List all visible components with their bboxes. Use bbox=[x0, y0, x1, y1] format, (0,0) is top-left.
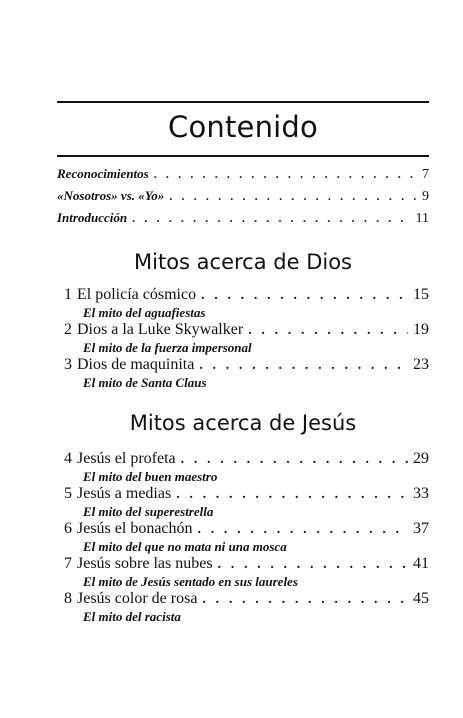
chapter-subtitle: El mito de Jesús sentado en sus laureles bbox=[83, 574, 298, 589]
chapter-subtitle: El mito del superestrella bbox=[83, 504, 214, 519]
toc-chapter-5[interactable] bbox=[64, 485, 429, 503]
section-heading-jesus: Mitos acerca de Jesús bbox=[129, 411, 357, 435]
chapter-title: El policía cósmico bbox=[77, 286, 197, 303]
chapter-number: 4 bbox=[64, 450, 72, 467]
leader-dots bbox=[154, 167, 417, 182]
toc-entry-label: Introducción bbox=[57, 210, 128, 225]
toc-entry-page: 9 bbox=[422, 189, 429, 204]
chapter-page: 33 bbox=[413, 485, 429, 502]
chapter-page: 19 bbox=[413, 321, 429, 338]
chapter-page: 37 bbox=[413, 520, 429, 537]
chapter-title: Jesús a medias bbox=[77, 485, 172, 502]
toc-entry-page: 11 bbox=[415, 211, 429, 226]
toc-chapter-6[interactable] bbox=[64, 520, 429, 538]
toc-entry-page: 7 bbox=[422, 167, 429, 182]
chapter-number: 2 bbox=[64, 321, 72, 338]
chapter-title: Jesús color de rosa bbox=[77, 590, 198, 607]
chapter-page: 41 bbox=[413, 555, 429, 572]
toc-entry-reconocimientos[interactable] bbox=[57, 166, 429, 183]
leader-dots bbox=[218, 557, 408, 573]
chapter-number: 6 bbox=[64, 520, 72, 537]
chapter-subtitle: El mito del aguafiestas bbox=[83, 305, 206, 320]
chapter-subtitle: El mito de Santa Claus bbox=[83, 375, 207, 390]
chapter-title: Dios de maquinita bbox=[77, 356, 195, 373]
leader-dots bbox=[132, 211, 410, 226]
toc-entry-label: Reconocimientos bbox=[57, 166, 149, 181]
toc-chapter-3[interactable] bbox=[64, 356, 429, 374]
chapter-page: 23 bbox=[413, 356, 429, 373]
chapter-subtitle: El mito del que no mata ni una mosca bbox=[83, 539, 287, 554]
chapter-title: Dios a la Luke Skywalker bbox=[77, 321, 244, 338]
toc-chapter-7[interactable] bbox=[64, 555, 429, 573]
chapter-page: 45 bbox=[413, 590, 429, 607]
chapter-page: 15 bbox=[413, 286, 429, 303]
chapter-number: 1 bbox=[64, 286, 72, 303]
leader-dots bbox=[248, 323, 408, 339]
toc-chapter-4[interactable] bbox=[64, 450, 429, 468]
leader-dots bbox=[181, 452, 408, 468]
chapter-subtitle: El mito de la fuerza impersonal bbox=[83, 340, 252, 355]
section-heading-dios: Mitos acerca de Dios bbox=[134, 250, 352, 274]
chapter-page: 29 bbox=[413, 450, 429, 467]
leader-dots bbox=[198, 522, 408, 538]
leader-dots bbox=[199, 358, 408, 374]
chapter-number: 7 bbox=[64, 555, 72, 572]
chapter-title: Jesús el bonachón bbox=[77, 520, 193, 537]
page-title: Contenido bbox=[168, 110, 318, 144]
title-underline-rule bbox=[57, 155, 429, 157]
toc-chapter-8[interactable] bbox=[64, 590, 429, 608]
toc-entry-label: «Nosotros» vs. «Yo» bbox=[57, 188, 165, 203]
toc-entry-nosotros-vs-yo[interactable] bbox=[57, 188, 429, 205]
chapter-number: 3 bbox=[64, 356, 72, 373]
chapter-number: 8 bbox=[64, 590, 72, 607]
leader-dots bbox=[169, 189, 417, 204]
chapter-number: 5 bbox=[64, 485, 72, 502]
leader-dots bbox=[202, 592, 408, 608]
leader-dots bbox=[176, 487, 408, 503]
chapter-title: Jesús sobre las nubes bbox=[77, 555, 213, 572]
toc-chapter-2[interactable] bbox=[64, 321, 429, 339]
chapter-subtitle: El mito del buen maestro bbox=[83, 469, 218, 484]
top-rule bbox=[57, 101, 429, 103]
toc-chapter-1[interactable] bbox=[64, 286, 429, 304]
chapter-title: Jesús el profeta bbox=[77, 450, 176, 467]
leader-dots bbox=[201, 288, 408, 304]
chapter-subtitle: El mito del racista bbox=[83, 609, 181, 624]
toc-entry-introduccion[interactable] bbox=[57, 210, 429, 227]
